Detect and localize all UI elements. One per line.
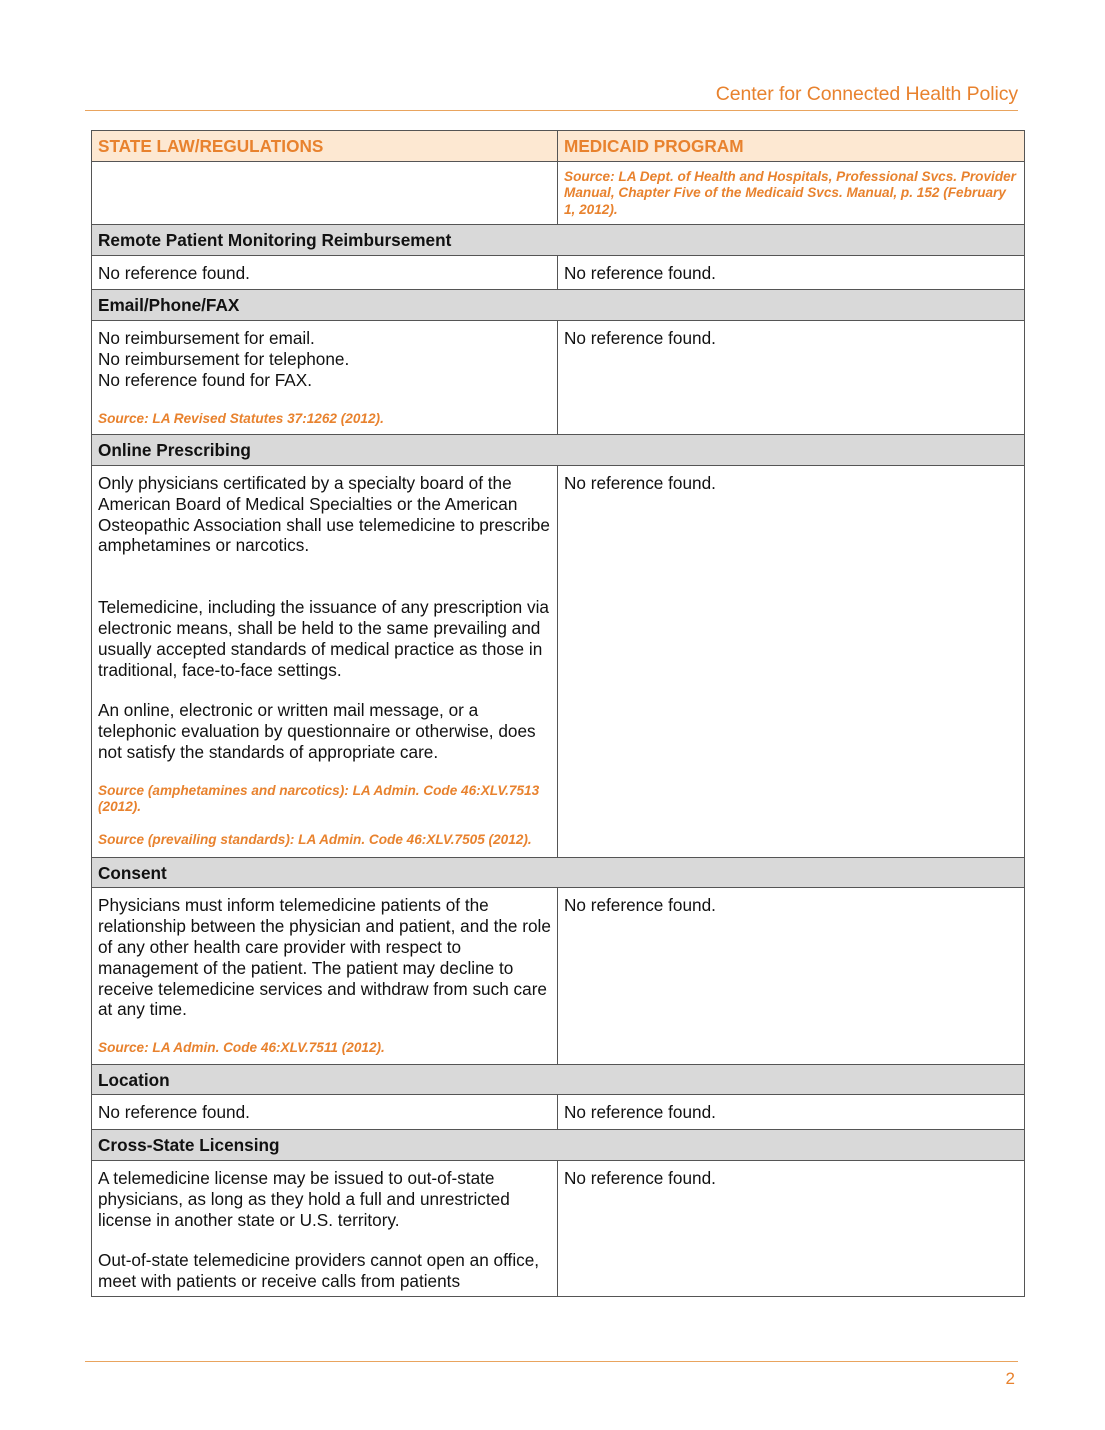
section-title: Online Prescribing [92,435,1025,466]
state-paragraph: Physicians must inform telemedicine patients of the relationship between the physician and patient, and the role of any other health care provider with respect to management of the patient. The patient may decline to receive telemedicine services and withdraw from such care at any time. [98,895,551,1020]
medicaid-cell [558,161,1025,224]
state-text-line: No reimbursement for telephone. [98,348,350,369]
state-cell-empty [92,161,558,224]
section-title: Cross-State Licensing [92,1130,1025,1161]
section-title: Email/Phone/FAX [92,290,1025,321]
state-paragraph: Telemedicine, including the issuance of any prescription via electronic means, shall be held to the same prevailing and usually accepted standards of medical practice as those in traditional, face-to-face settings. [98,597,549,680]
state-source-citation: Source (amphetamines and narcotics): LA Admin. Code 46:XLV.7513 (2012). [98,782,540,815]
section-row-online-prescribing [92,435,1025,466]
state-cell [92,888,558,1064]
table-header-row [92,131,1025,162]
section-title: Remote Patient Monitoring Reimbursement [92,224,1025,255]
table-row [92,1095,1025,1130]
section-row-cross-state-licensing [92,1130,1025,1161]
policy-table [91,130,1025,1297]
section-row-consent [92,857,1025,888]
medicaid-cell: No reference found. [558,1161,1025,1297]
state-text-line: No reimbursement for email. [98,328,315,349]
table-row [92,888,1025,1064]
state-cell [92,1161,558,1297]
table-row [92,1161,1025,1297]
section-row-email-phone-fax [92,290,1025,321]
column-header-state-law: STATE LAW/REGULATIONS [92,131,558,162]
state-text-line: No reference found for FAX. [98,369,313,390]
state-paragraph: An online, electronic or written mail message, or a telephonic evaluation by questionnaire or otherwise, does not satisfy the standards of appropriate care. [98,700,536,762]
section-row-location [92,1064,1025,1095]
section-title: Consent [92,857,1025,888]
table-row [92,321,1025,435]
section-title: Location [92,1064,1025,1095]
column-header-medicaid: MEDICAID PROGRAM [558,131,1025,162]
state-cell [92,465,558,857]
state-paragraph: Out-of-state telemedicine providers cannot open an office, meet with patients or receive calls from patients [98,1250,540,1292]
medicaid-source-citation: Source: LA Dept. of Health and Hospitals, Professional Svcs. Provider Manual, Chapter Five of the Medicaid Svcs. Manual, p. 152 (February 1, 2012). [564,168,1016,217]
section-row-remote-monitoring [92,224,1025,255]
state-cell: No reference found. [92,1095,558,1130]
table-row [92,255,1025,290]
medicaid-cell: No reference found. [558,888,1025,1064]
state-source-citation: Source: LA Admin. Code 46:XLV.7511 (2012). [98,1040,385,1056]
table-row [92,465,1025,857]
page-number: 2 [1005,1369,1015,1388]
medicaid-cell: No reference found. [558,1095,1025,1130]
medicaid-cell: No reference found. [558,465,1025,857]
state-cell: No reference found. [92,255,558,290]
state-cell [92,321,558,435]
footer-divider [85,1361,1018,1362]
state-source-citation: Source (prevailing standards): LA Admin. Code 46:XLV.7505 (2012). [98,831,532,847]
medicaid-cell: No reference found. [558,321,1025,435]
state-source-citation: Source: LA Revised Statutes 37:1262 (2012). [98,410,384,426]
medicaid-cell: No reference found. [558,255,1025,290]
state-paragraph: A telemedicine license may be issued to out-of-state physicians, as long as they hold a full and unrestricted license in another state or U.S. territory. [98,1168,510,1230]
state-paragraph: Only physicians certificated by a specialty board of the American Board of Medical Specialties or the American Osteopathic Association shall use telemedicine to prescribe amphetamines or narcotics. [98,472,550,556]
document-header-title: Center for Connected Health Policy [715,83,1018,105]
header-divider [85,110,1018,111]
table-row [92,161,1025,224]
